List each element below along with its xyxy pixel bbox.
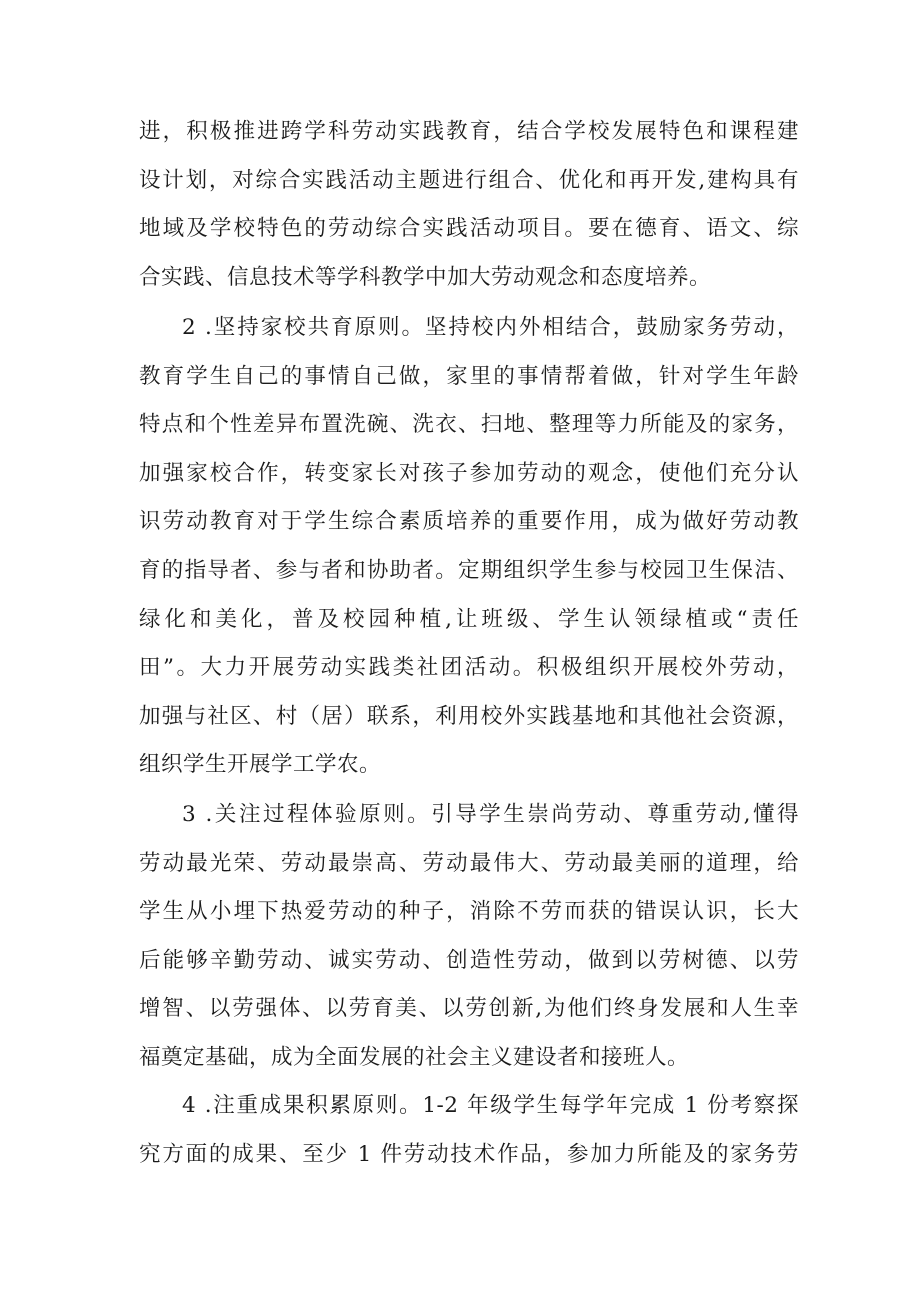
text-line: 田”。大力开展劳动实践类社团活动。积极组织开展校外劳动， xyxy=(139,655,799,681)
text-line: 劳动最光荣、劳动最崇高、劳动最伟大、劳动最美丽的道理，给 xyxy=(139,850,799,876)
paragraph-results-accumulation xyxy=(139,1082,799,1179)
text-line: 4 .注重成果积累原则。1-2 年级学生每学年完成 1 份考察探 xyxy=(182,1093,799,1118)
paragraph-continuation xyxy=(139,108,799,302)
text-line: 究方面的成果、至少 1 件劳动技术作品，参加力所能及的家务劳 xyxy=(139,1141,799,1167)
text-line: 3 .关注过程体验原则。引导学生崇尚劳动、尊重劳动,懂得 xyxy=(182,802,799,827)
text-line: 地域及学校特色的劳动综合实践活动项目。要在德育、语文、综 xyxy=(139,216,799,242)
text-line: 进，积极推进跨学科劳动实践教育，结合学校发展特色和课程建 xyxy=(139,119,799,144)
text-line: 福奠定基础，成为全面发展的社会主义建设者和接班人。 xyxy=(139,1044,690,1070)
text-line: 加强与社区、村（居）联系，利用校外实践基地和其他社会资源， xyxy=(139,703,799,729)
text-line: 设计划，对综合实践活动主题进行组合、优化和再开发,建构具有 xyxy=(139,167,799,193)
text-line: 增智、以劳强体、以劳育美、以劳创新,为他们终身发展和人生幸 xyxy=(139,996,799,1022)
text-line: 加强家校合作，转变家长对孩子参加劳动的观念，使他们充分认 xyxy=(139,460,799,486)
text-line: 学生从小埋下热爱劳动的种子，消除不劳而获的错误认识，长大 xyxy=(139,899,799,925)
text-line: 绿化和美化，普及校园种植,让班级、学生认领绿植或“责任 xyxy=(139,606,799,632)
text-line: 识劳动教育对于学生综合素质培养的重要作用，成为做好劳动教 xyxy=(139,509,799,535)
text-line: 教育学生自己的事情自己做，家里的事情帮着做，针对学生年龄 xyxy=(139,363,799,389)
text-line: 后能够辛勤劳动、诚实劳动、创造性劳动，做到以劳树德、以劳 xyxy=(139,947,799,973)
paragraph-home-school xyxy=(139,304,799,790)
text-line: 特点和个性差异布置洗碗、洗衣、扫地、整理等力所能及的家务， xyxy=(139,412,799,438)
text-line: 合实践、信息技术等学科教学中加大劳动观念和态度培养。 xyxy=(139,264,712,290)
text-line: 育的指导者、参与者和协助者。定期组织学生参与校园卫生保洁、 xyxy=(139,557,799,583)
paragraph-process-experience xyxy=(139,791,799,1083)
text-line: 2 .坚持家校共育原则。坚持校内外相结合，鼓励家务劳动， xyxy=(182,315,799,340)
text-line: 组织学生开展学工学农。 xyxy=(139,752,382,778)
